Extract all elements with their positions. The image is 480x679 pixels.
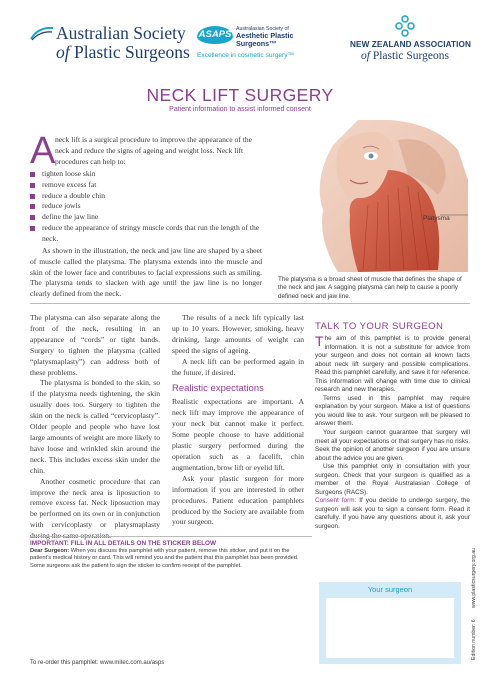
col2-paragraph-2: A neck lift can be performed again in the future, if desired. bbox=[172, 356, 304, 377]
column-2 bbox=[172, 313, 304, 528]
bullet-square-icon bbox=[30, 226, 35, 231]
asps-swoosh-icon bbox=[30, 25, 54, 41]
website-url: www.plasticsurgery.org.au bbox=[471, 547, 477, 608]
consent-paragraph: Consent form: If you decide to undergo surgery, the surgeon will ask you to sign a consent form. Read it carefully. If you have any questions about it, ask your surgeon. bbox=[315, 497, 470, 531]
bullet-square-icon bbox=[30, 194, 35, 199]
intro-lead: neck lift is a surgical procedure to improve the appearance of the neck and reduce the signs of ageing and weight loss. Neck lift procedures can help to: bbox=[55, 135, 253, 166]
list-item: reduce jowls bbox=[30, 201, 260, 212]
benefits-list bbox=[30, 169, 260, 245]
section-divider bbox=[30, 303, 470, 304]
talk-body bbox=[315, 335, 470, 532]
your-surgeon-box bbox=[319, 582, 461, 664]
nz-fern-icon bbox=[394, 15, 416, 37]
talk-paragraph-3: Your surgeon cannot guarantee that surgery will meet all your expectations or that surgery has no risks. Seek the opinion of another surgeon if you are unsure about the advice you are given. bbox=[315, 429, 470, 462]
nz-logo bbox=[350, 15, 472, 71]
asaps-small-text: Australasian Society of bbox=[236, 26, 289, 32]
your-surgeon-label: Your surgeon bbox=[367, 585, 413, 594]
realistic-expectations-heading: Realistic expectations bbox=[172, 383, 264, 395]
col1-paragraph-2: The platysma is bonded to the skin, so if the platysma needs tightening, the skin usually does too. Surgery to tighten the skin on the neck is called “cervicoplasty”. Older people and people who have lost large amounts of weight are more likely to have loose and wrinkled skin around the neck. This includes excess skin under the chin. bbox=[30, 378, 160, 475]
column-1 bbox=[30, 313, 160, 542]
important-text: Dear Surgeon: When you discuss this pamphlet with your patient, remove this sticker, and put it on the patient’s medical history or card. This will remind you and the patient that this pamphlet has been provided. Some surgeons ask the patient to sign the sticker to confirm receipt of the pamphlet. bbox=[30, 548, 299, 569]
page-title: NECK LIFT SURGERY bbox=[146, 85, 334, 105]
talk-paragraph-4: Use this pamphlet only in consultation with your surgeon. Check that your surgeon is qualified as a member of the Royal Australasian College of Surgeons (RACS). bbox=[315, 463, 470, 496]
list-item: remove excess fat bbox=[30, 180, 260, 191]
talk-paragraph-1: The aim of this pamphlet is to provide general information. It is not a substitute for advice from your surgeon and does not contain all known facts about neck lift surgery and possible complications. Read this pamphlet carefully, and save it for reference. This information will change with time due to clinical research and new therapies. bbox=[315, 333, 470, 394]
col1-paragraph-3: Another cosmetic procedure that can improve the neck area is liposuction to remove excess fat. Neck liposuction may be performed on its own or in conjunction with cervicoplasty or platysmaplasty bbox=[30, 476, 160, 530]
asps-name-line2: of Plastic Surgeons bbox=[56, 42, 190, 62]
list-item: tighten loose skin bbox=[30, 169, 260, 180]
col2-paragraph-3: Realistic expectations are important. A neck lift may improve the appearance of your neck but cannot make it perfect. Some people choose to have additional plastic surgery performed during the operation such as a facelift, chin augmentation, brow lift or eyelid lift. bbox=[172, 397, 304, 472]
platysma-illustration bbox=[278, 120, 468, 272]
asps-name-line1: Australian Society bbox=[56, 23, 186, 43]
talk-heading: TALK TO YOUR SURGEON bbox=[315, 321, 444, 332]
nz-name-line1: NEW ZEALAND ASSOCIATION bbox=[350, 40, 472, 49]
intro-dropcap: A bbox=[30, 130, 56, 172]
col1-paragraph-1: The platysma can also separate along the front of the neck, resulting in an appearance of “cords” or tight bands. Surgery to tighten the platysma (called “platysmaplasty”) can address both of these problems. bbox=[30, 313, 160, 377]
list-item: reduce the appearance of stringy muscle cords that run the length of the neck. bbox=[30, 223, 260, 245]
page-subtitle: Patient information to assist informed consent bbox=[169, 106, 311, 113]
platysma-label: Platysma bbox=[423, 215, 450, 222]
bullet-square-icon bbox=[30, 172, 35, 177]
asaps-badge: ASAPS bbox=[197, 26, 233, 44]
bullet-square-icon bbox=[30, 204, 35, 209]
bullet-square-icon bbox=[30, 215, 35, 220]
talk-paragraph-2: Terms used in this pamphlet may require explanation by your surgeon. Make a list of questions you would like to ask. Your surgeon will be pleased to answer them. bbox=[315, 394, 470, 428]
illustration-caption: The platysma is a broad sheet of muscle that defines the shape of the neck and jaw. A sagging platysma can help to cause a poorly defined neck and jaw line. bbox=[278, 276, 462, 300]
important-heading: IMPORTANT: FILL IN ALL DETAILS ON THE STICKER BELOW bbox=[30, 540, 217, 547]
edition-number: Edition number: 6 bbox=[471, 619, 477, 660]
reorder-note: To re-order this pamphlet: www.mitec.com.au/asps bbox=[30, 660, 165, 666]
surgeon-details-field[interactable] bbox=[326, 598, 454, 658]
col2-paragraph-4: Ask your plastic surgeon for more information if you are interested in other procedures. Patient education pamphlets produced by the Society are available from your surgeon. bbox=[172, 473, 304, 527]
nz-name-line2: of Plastic Surgeons bbox=[361, 50, 449, 62]
col2-paragraph-1: The results of a neck lift typically last up to 10 years. However, smoking, heavy drinking, large amounts of weight can speed the signs of ageing. bbox=[172, 313, 304, 355]
asaps-tagline: Excellence in cosmetic surgery™ bbox=[197, 52, 295, 59]
asaps-big-text: Aesthetic Plastic Surgeons™ bbox=[236, 31, 294, 48]
list-item: define the jaw line bbox=[30, 212, 260, 223]
intro-paragraph: As shown in the illustration, the neck and jaw line are shaped by a sheet of muscle called the platysma. The platysma extends into the muscle and skin of the lower face and contributes to facial expressions such as smiling. The platysma tends to slacken with age until the jaw line is no longer clearly defined from the neck. bbox=[30, 246, 262, 299]
list-item: reduce a double chin bbox=[30, 191, 260, 202]
important-divider bbox=[30, 536, 312, 537]
asps-logo bbox=[30, 23, 190, 71]
asaps-logo bbox=[197, 26, 312, 68]
bullet-square-icon bbox=[30, 183, 35, 188]
